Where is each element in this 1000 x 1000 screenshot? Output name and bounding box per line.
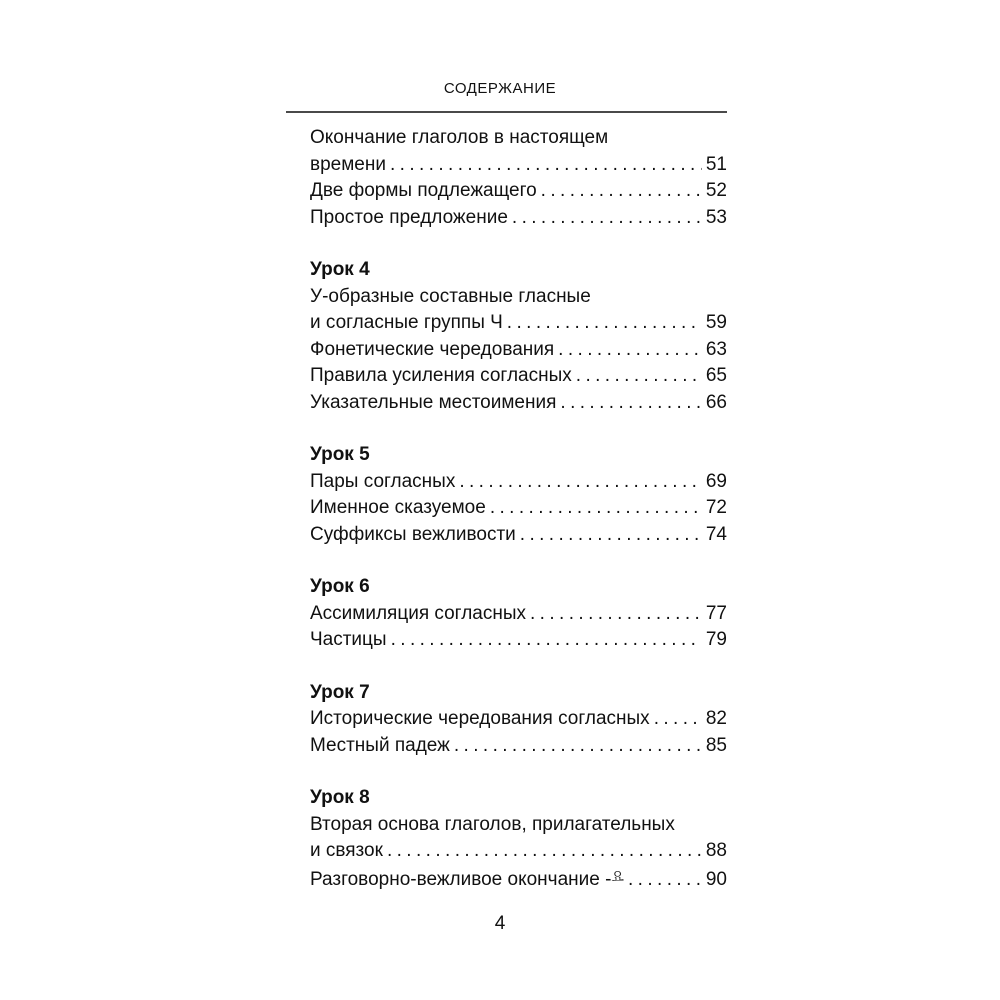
dot-leader xyxy=(507,310,702,337)
toc-page-number: 53 xyxy=(705,206,727,228)
lesson-heading: Урок 5 xyxy=(310,444,370,465)
toc-entry[interactable] xyxy=(310,522,727,549)
toc-page-number: 59 xyxy=(705,312,727,333)
toc-entry-title: Частицы xyxy=(310,629,387,650)
toc-page-number: 52 xyxy=(705,180,727,201)
dot-leader xyxy=(530,601,702,628)
dot-leader xyxy=(391,627,702,654)
toc-entry-title-line: У-образные составные гласные xyxy=(310,285,591,307)
toc-entry[interactable] xyxy=(310,601,727,628)
toc-entry[interactable] xyxy=(310,812,727,865)
toc-page-number: 51 xyxy=(705,153,727,175)
toc-entry[interactable] xyxy=(310,205,727,232)
dot-leader xyxy=(654,706,702,733)
toc-page-number: 79 xyxy=(705,629,727,650)
toc-page-number: 72 xyxy=(705,497,727,518)
toc-entry-title: и согласные группы Ч xyxy=(310,312,503,333)
toc-entry-title-line: Окончание глаголов в настоящем xyxy=(310,127,609,148)
lesson-heading: Урок 7 xyxy=(310,681,370,703)
dot-leader xyxy=(454,733,702,760)
dot-leader xyxy=(512,205,702,232)
toc-entry-title: Именное сказуемое xyxy=(310,497,486,518)
dot-leader xyxy=(490,495,702,522)
toc-page-number: 65 xyxy=(705,365,727,386)
korean-suffix: 요 xyxy=(611,869,624,885)
toc-page-number: 66 xyxy=(705,391,727,413)
dot-leader xyxy=(459,469,702,496)
dot-leader xyxy=(576,363,702,390)
toc-entry[interactable] xyxy=(310,469,727,496)
lesson-heading: Урок 6 xyxy=(310,576,370,597)
toc-page-number: 88 xyxy=(705,840,727,861)
header-divider xyxy=(286,111,727,113)
toc-entry-title: времени xyxy=(310,153,386,175)
toc-entry[interactable] xyxy=(310,865,727,894)
lesson-heading: Урок 8 xyxy=(310,787,370,808)
toc-page-number: 74 xyxy=(705,523,727,545)
dot-leader xyxy=(390,152,702,179)
toc-entry[interactable] xyxy=(310,125,727,178)
page-header-title: СОДЕРЖАНИЕ xyxy=(443,80,557,97)
toc-entry[interactable] xyxy=(310,706,727,733)
toc-page-number: 90 xyxy=(705,868,727,890)
dot-leader xyxy=(560,390,701,417)
toc-page-number: 85 xyxy=(705,734,727,756)
toc-entry[interactable] xyxy=(310,284,727,337)
toc-entry-title: Разговорно-вежливое окончание - xyxy=(310,868,612,890)
lesson-heading: Урок 4 xyxy=(310,259,370,280)
toc-entry-title: Фонетические чередования xyxy=(310,338,555,360)
toc-entry-title: Простое предложение xyxy=(310,206,508,228)
toc-entry[interactable] xyxy=(310,178,727,205)
toc-page-number: 69 xyxy=(705,470,727,492)
dot-leader xyxy=(541,178,702,205)
dot-leader xyxy=(387,838,702,865)
toc-entry[interactable] xyxy=(310,495,727,522)
table-of-contents xyxy=(310,125,727,893)
dot-leader xyxy=(558,337,702,364)
toc-entry-title: Указательные местоимения xyxy=(310,391,557,413)
toc-entry-title: Ассимиляция согласных xyxy=(310,602,526,624)
toc-entry-title: Суффиксы вежливости xyxy=(310,523,516,545)
toc-entry-title-line: Вторая основа глаголов, прилагательных xyxy=(310,813,675,835)
toc-page-number: 77 xyxy=(705,602,727,624)
toc-entry-title: Правила усиления согласных xyxy=(310,365,572,386)
toc-page-number: 82 xyxy=(705,708,727,729)
toc-entry[interactable] xyxy=(310,733,727,760)
toc-page-number: 63 xyxy=(705,338,727,360)
toc-entry-title: Местный падеж xyxy=(310,734,450,756)
toc-entry-title: Пары согласных xyxy=(310,470,456,492)
dot-leader xyxy=(628,867,702,894)
toc-entry[interactable] xyxy=(310,390,727,417)
dot-leader xyxy=(520,522,702,549)
toc-entry[interactable] xyxy=(310,627,727,654)
toc-entry[interactable] xyxy=(310,363,727,390)
toc-entry-title: и связок xyxy=(310,840,383,861)
toc-entry[interactable] xyxy=(310,337,727,364)
toc-entry-title: Две формы подлежащего xyxy=(310,180,537,201)
toc-entry-title: Исторические чередования согласных xyxy=(310,708,650,729)
page-number: 4 xyxy=(494,913,506,934)
